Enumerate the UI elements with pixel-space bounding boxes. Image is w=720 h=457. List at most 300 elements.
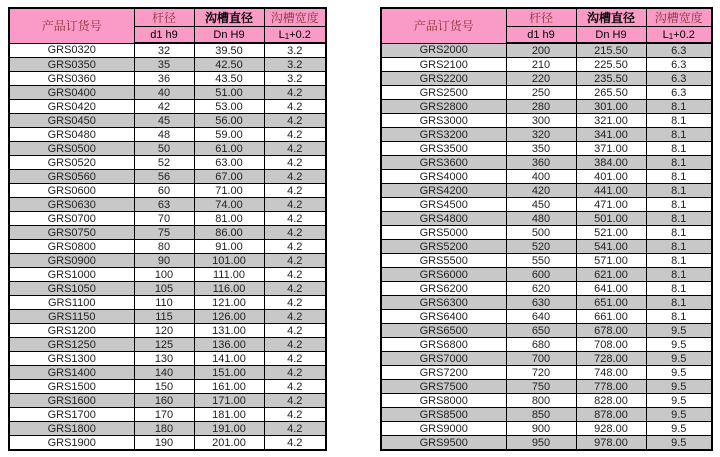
table-row — [9, 86, 326, 100]
table-cell: 371.00 — [576, 142, 646, 156]
table-cell: 90 — [134, 254, 194, 268]
cell-order-number: GRS1900 — [9, 436, 134, 451]
table-cell: 4.2 — [264, 352, 326, 366]
table-cell: 541.00 — [576, 240, 646, 254]
table-cell: 51.00 — [194, 86, 264, 100]
table-cell: 700 — [506, 352, 576, 366]
table-row — [9, 226, 326, 240]
table-row — [381, 394, 712, 408]
table-row — [9, 43, 326, 58]
cell-order-number: GRS6500 — [381, 324, 506, 338]
table-header — [9, 8, 326, 43]
table-row — [381, 422, 712, 436]
table-cell: 160 — [134, 394, 194, 408]
table-cell: 4.2 — [264, 86, 326, 100]
table-cell: 50 — [134, 142, 194, 156]
table-cell: 9.5 — [646, 366, 712, 380]
table-row — [9, 198, 326, 212]
table-row — [9, 436, 326, 451]
table-cell: 215.50 — [576, 43, 646, 58]
table-row — [381, 58, 712, 72]
table-cell: 210 — [506, 58, 576, 72]
table-row — [9, 422, 326, 436]
cell-order-number: GRS8500 — [381, 408, 506, 422]
table-cell: 3.2 — [264, 58, 326, 72]
table-row — [381, 72, 712, 86]
table-cell: 4.2 — [264, 408, 326, 422]
cell-order-number: GRS1800 — [9, 422, 134, 436]
table-cell: 265.50 — [576, 86, 646, 100]
table-cell: 45 — [134, 114, 194, 128]
cell-order-number: GRS1300 — [9, 352, 134, 366]
table-cell: 420 — [506, 184, 576, 198]
table-cell: 280 — [506, 100, 576, 114]
cell-order-number: GRS0700 — [9, 212, 134, 226]
table-cell: 8.1 — [646, 226, 712, 240]
cell-order-number: GRS2100 — [381, 58, 506, 72]
table-row — [381, 324, 712, 338]
header-groove-width: 沟槽宽度 — [646, 8, 712, 27]
table-row — [9, 338, 326, 352]
table-cell: 6.3 — [646, 72, 712, 86]
table-row — [9, 100, 326, 114]
table-row — [381, 170, 712, 184]
table-cell: 130 — [134, 352, 194, 366]
table-cell: 80 — [134, 240, 194, 254]
table-cell: 8.1 — [646, 212, 712, 226]
table-cell: 126.00 — [194, 310, 264, 324]
table-cell: 101.00 — [194, 254, 264, 268]
cell-order-number: GRS2200 — [381, 72, 506, 86]
table-cell: 750 — [506, 380, 576, 394]
table-cell: 8.1 — [646, 184, 712, 198]
table-cell: 571.00 — [576, 254, 646, 268]
table-cell: 86.00 — [194, 226, 264, 240]
cell-order-number: GRS5200 — [381, 240, 506, 254]
table-row — [9, 352, 326, 366]
table-cell: 878.00 — [576, 408, 646, 422]
table-cell: 60 — [134, 184, 194, 198]
table-cell: 8.1 — [646, 128, 712, 142]
table-cell: 350 — [506, 142, 576, 156]
table-cell: 6.3 — [646, 86, 712, 100]
table-row — [9, 184, 326, 198]
table-row — [9, 240, 326, 254]
table-row — [381, 366, 712, 380]
table-row — [9, 366, 326, 380]
table-cell: 56.00 — [194, 114, 264, 128]
table-cell: 950 — [506, 436, 576, 451]
cell-order-number: GRS0900 — [9, 254, 134, 268]
cell-order-number: GRS6000 — [381, 268, 506, 282]
table-cell: 201.00 — [194, 436, 264, 451]
cell-order-number: GRS4000 — [381, 170, 506, 184]
table-cell: 8.1 — [646, 156, 712, 170]
table-cell: 800 — [506, 394, 576, 408]
table-cell: 4.2 — [264, 296, 326, 310]
table-cell: 450 — [506, 198, 576, 212]
table-cell: 125 — [134, 338, 194, 352]
cell-order-number: GRS0800 — [9, 240, 134, 254]
table-row — [9, 324, 326, 338]
table-row — [9, 170, 326, 184]
table-cell: 56 — [134, 170, 194, 184]
table-cell: 600 — [506, 268, 576, 282]
table-cell: 520 — [506, 240, 576, 254]
table-row — [381, 226, 712, 240]
table-cell: 136.00 — [194, 338, 264, 352]
table-cell: 74.00 — [194, 198, 264, 212]
table-cell: 190 — [134, 436, 194, 451]
cell-order-number: GRS0360 — [9, 72, 134, 86]
table-cell: 8.1 — [646, 198, 712, 212]
table-cell: 9.5 — [646, 380, 712, 394]
cell-order-number: GRS0400 — [9, 86, 134, 100]
table-cell: 8.1 — [646, 114, 712, 128]
table-cell: 3.2 — [264, 43, 326, 58]
cell-order-number: GRS9000 — [381, 422, 506, 436]
table-cell: 4.2 — [264, 170, 326, 184]
table-cell: 81.00 — [194, 212, 264, 226]
table-cell: 61.00 — [194, 142, 264, 156]
header-product-order-number: 产品订货号 — [381, 8, 506, 43]
cell-order-number: GRS4500 — [381, 198, 506, 212]
table-cell: 170 — [134, 408, 194, 422]
table-cell: 161.00 — [194, 380, 264, 394]
table-cell: 42.50 — [194, 58, 264, 72]
table-cell: 400 — [506, 170, 576, 184]
cell-order-number: GRS1050 — [9, 282, 134, 296]
table-cell: 8.1 — [646, 268, 712, 282]
table-cell: 8.1 — [646, 100, 712, 114]
table-cell: 708.00 — [576, 338, 646, 352]
table-cell: 8.1 — [646, 254, 712, 268]
table-row — [9, 380, 326, 394]
table-cell: 4.2 — [264, 198, 326, 212]
header-rod-diameter: 杆径 — [506, 8, 576, 27]
table-cell: 9.5 — [646, 352, 712, 366]
table-cell: 151.00 — [194, 366, 264, 380]
table-row — [9, 142, 326, 156]
table-cell: 150 — [134, 380, 194, 394]
table-row — [381, 212, 712, 226]
cell-order-number: GRS0600 — [9, 184, 134, 198]
table-cell: 116.00 — [194, 282, 264, 296]
table-row — [9, 72, 326, 86]
table-row — [381, 268, 712, 282]
table-row — [381, 156, 712, 170]
cell-order-number: GRS1200 — [9, 324, 134, 338]
table-cell: 4.2 — [264, 310, 326, 324]
table-cell: 471.00 — [576, 198, 646, 212]
cell-order-number: GRS3000 — [381, 114, 506, 128]
header-groove-diameter-symbol: Dn H9 — [576, 27, 646, 44]
table-cell: 200 — [506, 43, 576, 58]
table-cell: 900 — [506, 422, 576, 436]
table-row — [381, 436, 712, 451]
table-cell: 500 — [506, 226, 576, 240]
cell-order-number: GRS0750 — [9, 226, 134, 240]
cell-order-number: GRS1400 — [9, 366, 134, 380]
header-groove-width-symbol: $L_1+0.2$ — [264, 27, 326, 44]
cell-order-number: GRS1500 — [9, 380, 134, 394]
table-cell: 360 — [506, 156, 576, 170]
table-cell: 120 — [134, 324, 194, 338]
table-cell: 39.50 — [194, 43, 264, 58]
table-cell: 850 — [506, 408, 576, 422]
cell-order-number: GRS4200 — [381, 184, 506, 198]
table-cell: 8.1 — [646, 282, 712, 296]
table-cell: 171.00 — [194, 394, 264, 408]
table-cell: 720 — [506, 366, 576, 380]
table-cell: 4.2 — [264, 436, 326, 451]
table-cell: 384.00 — [576, 156, 646, 170]
cell-order-number: GRS7200 — [381, 366, 506, 380]
table-cell: 6.3 — [646, 43, 712, 58]
table-row — [381, 184, 712, 198]
table-cell: 121.00 — [194, 296, 264, 310]
table-cell: 4.2 — [264, 254, 326, 268]
table-row — [9, 58, 326, 72]
header-rod-diameter-symbol: d1 h9 — [134, 27, 194, 44]
table-cell: 8.1 — [646, 170, 712, 184]
table-cell: 441.00 — [576, 184, 646, 198]
table-cell: 48 — [134, 128, 194, 142]
cell-order-number: GRS0350 — [9, 58, 134, 72]
table-cell: 4.2 — [264, 380, 326, 394]
table-cell: 9.5 — [646, 394, 712, 408]
cell-order-number: GRS1100 — [9, 296, 134, 310]
table-cell: 4.2 — [264, 394, 326, 408]
table-cell: 4.2 — [264, 338, 326, 352]
table-row — [9, 310, 326, 324]
table-row — [381, 338, 712, 352]
header-product-order-number: 产品订货号 — [9, 8, 134, 43]
table-cell: 191.00 — [194, 422, 264, 436]
table-cell: 63.00 — [194, 156, 264, 170]
table-cell: 651.00 — [576, 296, 646, 310]
table-cell: 978.00 — [576, 436, 646, 451]
table-cell: 42 — [134, 100, 194, 114]
product-spec-table-left — [8, 7, 327, 451]
header-rod-diameter: 杆径 — [134, 8, 194, 27]
table-cell: 43.50 — [194, 72, 264, 86]
table-cell: 301.00 — [576, 100, 646, 114]
cell-order-number: GRS2500 — [381, 86, 506, 100]
table-cell: 9.5 — [646, 324, 712, 338]
table-cell: 140 — [134, 366, 194, 380]
table-cell: 36 — [134, 72, 194, 86]
table-cell: 4.2 — [264, 422, 326, 436]
table-body — [9, 43, 326, 450]
table-row — [9, 254, 326, 268]
table-row — [381, 240, 712, 254]
table-cell: 115 — [134, 310, 194, 324]
table-cell: 70 — [134, 212, 194, 226]
table-cell: 401.00 — [576, 170, 646, 184]
cell-order-number: GRS5500 — [381, 254, 506, 268]
table-cell: 641.00 — [576, 282, 646, 296]
table-cell: 4.2 — [264, 100, 326, 114]
table-row — [381, 310, 712, 324]
table-cell: 131.00 — [194, 324, 264, 338]
table-cell: 341.00 — [576, 128, 646, 142]
table-cell: 521.00 — [576, 226, 646, 240]
table-cell: 501.00 — [576, 212, 646, 226]
table-cell: 180 — [134, 422, 194, 436]
table-cell: 650 — [506, 324, 576, 338]
table-row — [381, 43, 712, 58]
cell-order-number: GRS2000 — [381, 43, 506, 58]
table-cell: 141.00 — [194, 352, 264, 366]
table-cell: 75 — [134, 226, 194, 240]
cell-order-number: GRS6800 — [381, 338, 506, 352]
table-cell: 225.50 — [576, 58, 646, 72]
table-cell: 53.00 — [194, 100, 264, 114]
table-cell: 59.00 — [194, 128, 264, 142]
table-cell: 235.50 — [576, 72, 646, 86]
table-row — [381, 254, 712, 268]
table-cell: 4.2 — [264, 142, 326, 156]
table-cell: 4.2 — [264, 240, 326, 254]
table-cell: 321.00 — [576, 114, 646, 128]
table-row — [381, 282, 712, 296]
table-cell: 71.00 — [194, 184, 264, 198]
table-cell: 678.00 — [576, 324, 646, 338]
cell-order-number: GRS9500 — [381, 436, 506, 451]
table-cell: 480 — [506, 212, 576, 226]
table-cell: 621.00 — [576, 268, 646, 282]
table-cell: 250 — [506, 86, 576, 100]
cell-order-number: GRS7500 — [381, 380, 506, 394]
table-cell: 9.5 — [646, 408, 712, 422]
table-row — [9, 114, 326, 128]
table-cell: 550 — [506, 254, 576, 268]
cell-order-number: GRS2800 — [381, 100, 506, 114]
cell-order-number: GRS4800 — [381, 212, 506, 226]
table-cell: 748.00 — [576, 366, 646, 380]
header-groove-width-symbol: $L_1+0.2$ — [646, 27, 712, 44]
product-spec-table-right — [380, 7, 713, 451]
cell-order-number: GRS1000 — [9, 268, 134, 282]
table-cell: 630 — [506, 296, 576, 310]
table-row — [9, 128, 326, 142]
table-row — [381, 352, 712, 366]
table-row — [9, 296, 326, 310]
cell-order-number: GRS0320 — [9, 43, 134, 58]
table-cell: 4.2 — [264, 156, 326, 170]
cell-order-number: GRS3200 — [381, 128, 506, 142]
cell-order-number: GRS3500 — [381, 142, 506, 156]
table-row — [9, 408, 326, 422]
table-row — [9, 212, 326, 226]
cell-order-number: GRS0560 — [9, 170, 134, 184]
cell-order-number: GRS0500 — [9, 142, 134, 156]
table-row — [381, 114, 712, 128]
cell-order-number: GRS6300 — [381, 296, 506, 310]
table-cell: 8.1 — [646, 296, 712, 310]
table-cell: 9.5 — [646, 338, 712, 352]
cell-order-number: GRS0630 — [9, 198, 134, 212]
cell-order-number: GRS6400 — [381, 310, 506, 324]
table-cell: 35 — [134, 58, 194, 72]
table-cell: 640 — [506, 310, 576, 324]
cell-order-number: GRS7000 — [381, 352, 506, 366]
table-cell: 105 — [134, 282, 194, 296]
header-groove-diameter: 沟槽直径 — [576, 8, 646, 27]
cell-order-number: GRS1250 — [9, 338, 134, 352]
table-cell: 6.3 — [646, 58, 712, 72]
table-cell: 4.2 — [264, 366, 326, 380]
table-cell: 8.1 — [646, 142, 712, 156]
table-cell: 680 — [506, 338, 576, 352]
table-body — [381, 43, 712, 450]
cell-order-number: GRS1600 — [9, 394, 134, 408]
table-cell: 67.00 — [194, 170, 264, 184]
table-cell: 40 — [134, 86, 194, 100]
table-cell: 4.2 — [264, 226, 326, 240]
table-row — [9, 282, 326, 296]
table-cell: 4.2 — [264, 128, 326, 142]
table-cell: 620 — [506, 282, 576, 296]
table-cell: 8.1 — [646, 240, 712, 254]
table-cell: 8.1 — [646, 310, 712, 324]
table-row — [9, 394, 326, 408]
header-rod-diameter-symbol: d1 h9 — [506, 27, 576, 44]
table-cell: 181.00 — [194, 408, 264, 422]
cell-order-number: GRS3600 — [381, 156, 506, 170]
table-header — [381, 8, 712, 43]
cell-order-number: GRS0520 — [9, 156, 134, 170]
table-cell: 828.00 — [576, 394, 646, 408]
table-cell: 300 — [506, 114, 576, 128]
table-cell: 4.2 — [264, 282, 326, 296]
table-cell: 52 — [134, 156, 194, 170]
table-cell: 320 — [506, 128, 576, 142]
header-groove-diameter-symbol: Dn H9 — [194, 27, 264, 44]
table-row — [9, 268, 326, 282]
table-cell: 100 — [134, 268, 194, 282]
header-groove-width: 沟槽宽度 — [264, 8, 326, 27]
table-cell: 728.00 — [576, 352, 646, 366]
table-row — [381, 296, 712, 310]
cell-order-number: GRS5000 — [381, 226, 506, 240]
table-cell: 4.2 — [264, 268, 326, 282]
table-cell: 32 — [134, 43, 194, 58]
cell-order-number: GRS0420 — [9, 100, 134, 114]
table-cell: 3.2 — [264, 72, 326, 86]
table-cell: 91.00 — [194, 240, 264, 254]
table-cell: 110 — [134, 296, 194, 310]
table-row — [381, 380, 712, 394]
table-cell: 9.5 — [646, 436, 712, 451]
table-row — [9, 156, 326, 170]
cell-order-number: GRS6200 — [381, 282, 506, 296]
table-row — [381, 86, 712, 100]
table-row — [381, 128, 712, 142]
cell-order-number: GRS8000 — [381, 394, 506, 408]
table-cell: 778.00 — [576, 380, 646, 394]
table-cell: 4.2 — [264, 114, 326, 128]
cell-order-number: GRS0450 — [9, 114, 134, 128]
table-cell: 928.00 — [576, 422, 646, 436]
table-row — [381, 142, 712, 156]
cell-order-number: GRS1700 — [9, 408, 134, 422]
cell-order-number: GRS1150 — [9, 310, 134, 324]
table-cell: 4.2 — [264, 184, 326, 198]
header-groove-diameter: 沟槽直径 — [194, 8, 264, 27]
cell-order-number: GRS0480 — [9, 128, 134, 142]
